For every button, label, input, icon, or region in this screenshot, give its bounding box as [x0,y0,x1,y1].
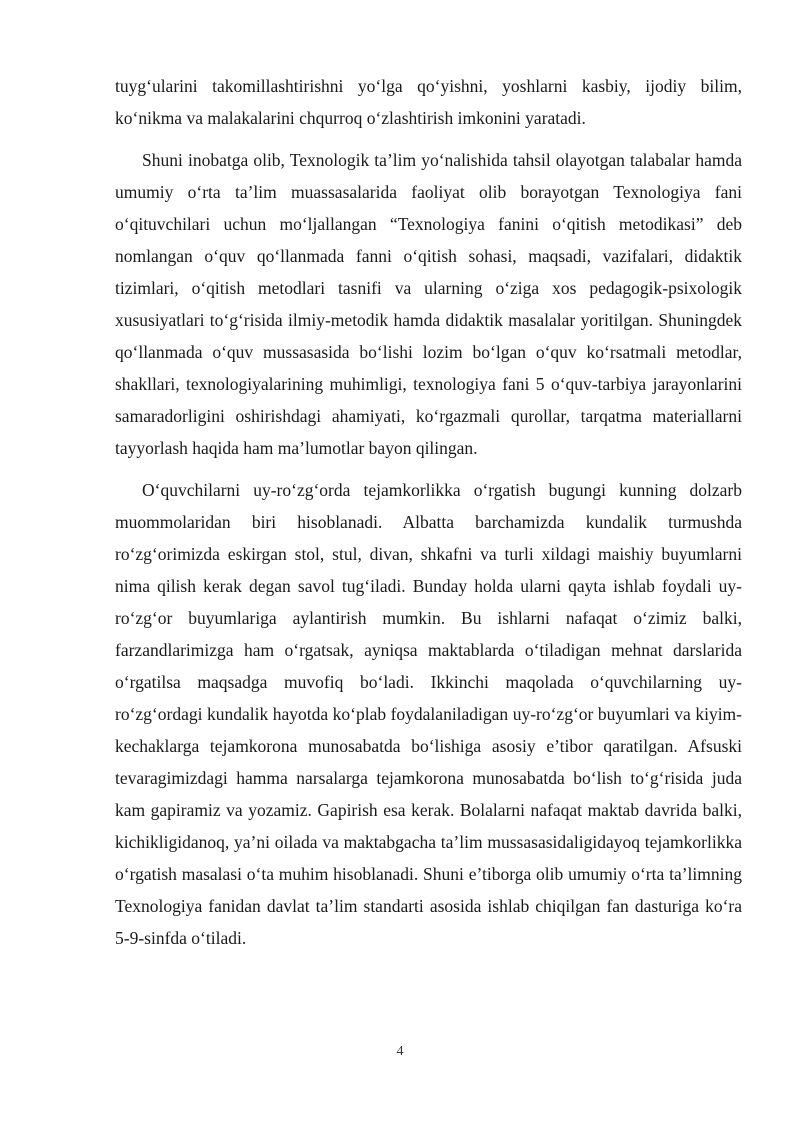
paragraph-methodology-manual: Shuni inobatga olib, Texnologik ta’lim yo‘nalishida tahsil olayotgan talabalar hamda umumiy o‘rta ta’lim muassasalarida faoliyat olib borayotgan Texnologiya fani o‘qituvchilari uchun mo‘ljallangan “Texnologiya fanini o‘qitish metodikasi” deb nomlangan o‘quv qo‘llanmada fanni o‘qitish sohasi, maqsadi, vazifalari, didaktik tizimlari, o‘qitish metodlari tasnifi va ularning o‘ziga xos pedagogik-psixologik xususiyatlari to‘g‘risida ilmiy-metodik hamda didaktik masalalar yoritilgan. Shuningdek qo‘llanmada o‘quv mussasasida bo‘lishi lozim bo‘lgan o‘quv ko‘rsatmali metodlar, shakllari, texnologiyalarining muhimligi, texnologiya fani 5 o‘quv-tarbiya jarayonlarini samaradorligini oshirishdagi ahamiyati, ko‘rgazmali qurollar, tarqatma materiallarni tayyorlash haqida ham ma’lumotlar bayon qilingan. [115,150,742,458]
paragraph-thrift-education: O‘quvchilarni uy-ro‘zg‘orda tejamkorlikka o‘rgatish bugungi kunning dolzarb muommolaridan biri hisoblanadi. Albatta barchamizda kundalik turmushda ro‘zg‘orimizda eskirgan stol, stul, divan, shkafni va turli xildagi maishiy buyumlarni nima qilish kerak degan savol tug‘iladi. Bunday holda ularni qayta ishlab foydali uy-ro‘zg‘or buyumlariga aylantirish mumkin. Bu ishlarni nafaqat o‘zimiz balki, farzandlarimizga ham o‘rgatsak, ayniqsa maktablarda o‘tiladigan mehnat darslarida o‘rgatilsa maqsadga muvofiq bo‘ladi. Ikkinchi maqolada o‘quvchilarning uy-ro‘zg‘ordagi kundalik hayotda ko‘plab foydalaniladigan uy-ro‘zg‘or buyumlari va kiyim-kechaklarga tejamkorona munosabatda bo‘lishiga asosiy e’tibor qaratilgan. Afsuski tevaragimizdagi hamma narsalarga tejamkorona munosabatda bo‘lish to‘g‘risida juda kam gapiramiz va yozamiz. Gapirish esa kerak. Bolalarni nafaqat maktab davrida balki, kichikligidanoq, ya’ni oilada va maktabgacha ta’lim mussasasidaligidayoq tejamkorlikka o‘rgatish masalasi o‘ta muhim hisoblanadi. Shuni e’tiborga olib umumiy o‘rta ta’limning Texnologiya fanidan davlat ta’lim standarti asosida ishlab chiqilgan fan dasturiga ko‘ra 5-9-sinfda o‘tiladi. [115,480,742,948]
page-number: 4 [396,1044,404,1059]
paragraph-continuation: tuyg‘ularini takomillashtirishni yo‘lga qo‘yishni, yoshlarni kasbiy, ijodiy bilim, ko‘nikma va malakalarini chqurroq o‘zlashtirish imkonini yaratadi. [115,76,742,128]
document-page [115,70,742,964]
